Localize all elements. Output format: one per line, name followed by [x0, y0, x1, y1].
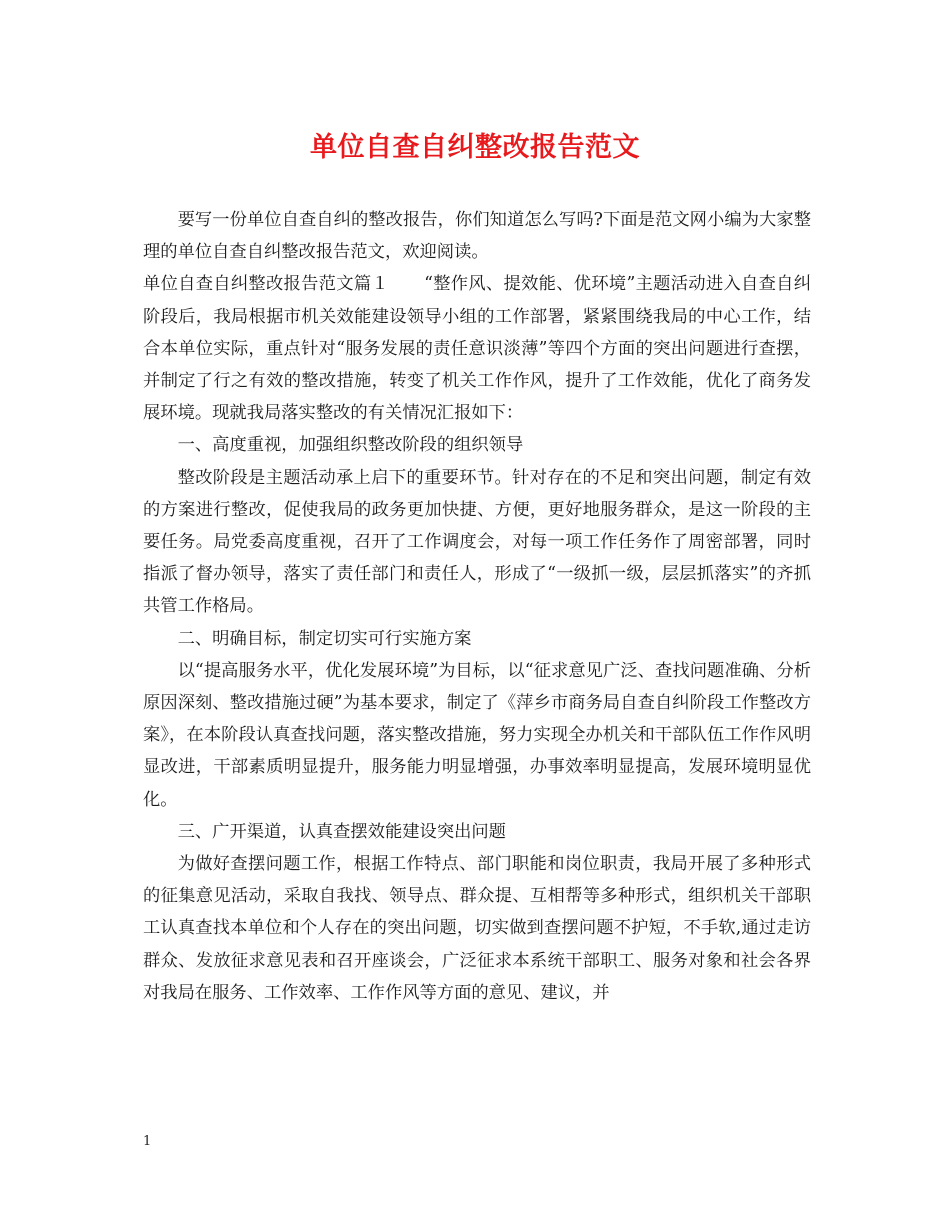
- document-title: 单位自查自纠整改报告范文: [310, 132, 640, 163]
- page-number: 1: [143, 1134, 152, 1149]
- section-heading-1: 一、高度重视，加强组织整改阶段的组织领导: [177, 435, 524, 456]
- section-paragraph-1: 整改阶段是主题活动承上启下的重要环节。针对存在的不足和突出问题，制定有效的方案进行整改，促使我局的政务更加快捷、方便，更好地服务群众，是这一阶段的主要任务。局党委高度重视，召开了工作调度会，对每一项工作任务作了周密部署，同时指派了督办领导，落实了责任部门和责任人，形成了“一级抓一级，层层抓落实”的齐抓共管工作格局。: [143, 467, 811, 617]
- section-paragraph-3: 为做好查摆问题工作，根据工作特点、部门职能和岗位职责，我局开展了多种形式的征集意见活动，采取自我找、领导点、群众提、互相帮等多种形式，组织机关干部职工认真查找本单位和个人存在的突出问题，切实做到查摆问题不护短，不手软,通过走访群众、发放征求意见表和召开座谈会，广泛征求本系统干部职工、服务对象和社会各界对我局在服务、工作效率、工作作风等方面的意见、建议，并: [143, 854, 811, 1003]
- section-paragraph-2: 以“提高服务水平，优化发展环境”为目标，以“征求意见广泛、查找问题准确、分析原因深刻、整改措施过硬”为基本要求，制定了《萍乡市商务局自查自纠阶段工作整改方案》，在本阶段认真查找问题，落实整改措施，努力实现全办机关和干部队伍工作作风明显改进，干部素质明显提升，服务能力明显增强，办事效率明显提高，发展环境明显优化。: [143, 660, 811, 810]
- section-heading-3: 三、广开渠道，认真查摆效能建设突出问题: [177, 821, 506, 842]
- document-body: [143, 204, 811, 1009]
- section-heading-2: 二、明确目标，制定切实可行实施方案: [177, 628, 472, 649]
- article-opening-paragraph: 单位自查自纠整改报告范文篇１ “整作风、提效能、优环境”主题活动进入自查自纠阶段后，我局根据市机关效能建设领导小组的工作部署，紧紧围绕我局的中心工作，结合本单位实际，重点针对“服务发展的责任意识淡薄”等四个方面的突出问题进行查摆，并制定了行之有效的整改措施，转变了机关工作作风，提升了工作效能，优化了商务发展环境。现就我局落实整改的有关情况汇报如下：: [143, 274, 811, 424]
- intro-paragraph: 要写一份单位自查自纠的整改报告，你们知道怎么写吗?下面是范文网小编为大家整理的单位自查自纠整改报告范文，欢迎阅读。: [143, 210, 811, 263]
